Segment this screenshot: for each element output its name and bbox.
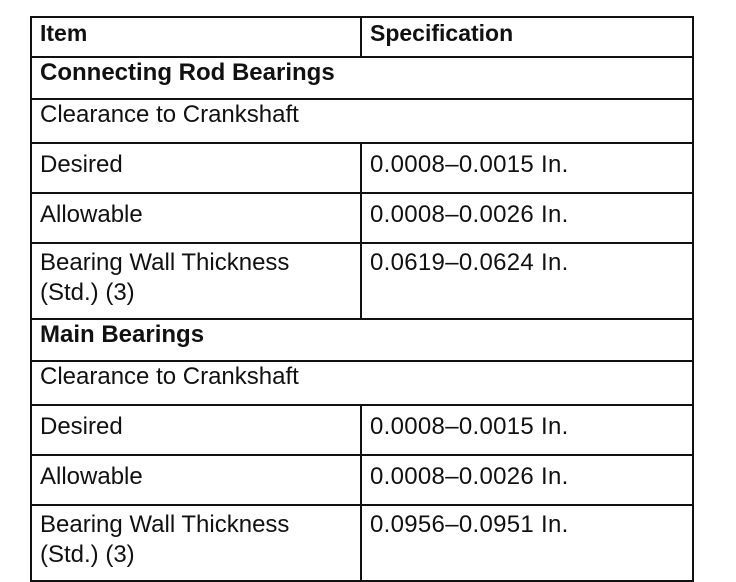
spec-cell: 0.0008–0.0015 In. [361,143,693,193]
section-row-connecting-rod-bearings [31,57,693,99]
spec-cell: 0.0008–0.0026 In. [361,193,693,243]
item-cell: Allowable [31,455,361,505]
item-cell: Allowable [31,193,361,243]
item-cell: Desired [31,143,361,193]
subheading-row [31,361,693,405]
table-row [31,455,693,505]
header-item: Item [31,17,361,57]
spec-cell: 0.0619–0.0624 In. [361,243,693,319]
item-line-1: Bearing Wall Thickness [40,249,290,276]
item-cell [31,243,361,319]
subheading-row [31,99,693,143]
item-line-2: (Std.) (3) [40,541,135,568]
spec-cell: 0.0008–0.0026 In. [361,455,693,505]
header-row [31,17,693,57]
item-cell [31,505,361,581]
section-title: Connecting Rod Bearings [31,57,693,99]
spec-cell: 0.0008–0.0015 In. [361,405,693,455]
item-line-2: (Std.) (3) [40,279,135,306]
table-row [31,405,693,455]
subheading: Clearance to Crankshaft [31,99,693,143]
table-row [31,143,693,193]
header-specification: Specification [361,17,693,57]
item-line-1: Bearing Wall Thickness [40,511,290,538]
section-row-main-bearings [31,319,693,361]
table-row [31,193,693,243]
table-row [31,505,693,581]
table-row [31,243,693,319]
spec-cell: 0.0956–0.0951 In. [361,505,693,581]
specification-table [30,16,694,582]
section-title: Main Bearings [31,319,693,361]
item-cell: Desired [31,405,361,455]
subheading: Clearance to Crankshaft [31,361,693,405]
